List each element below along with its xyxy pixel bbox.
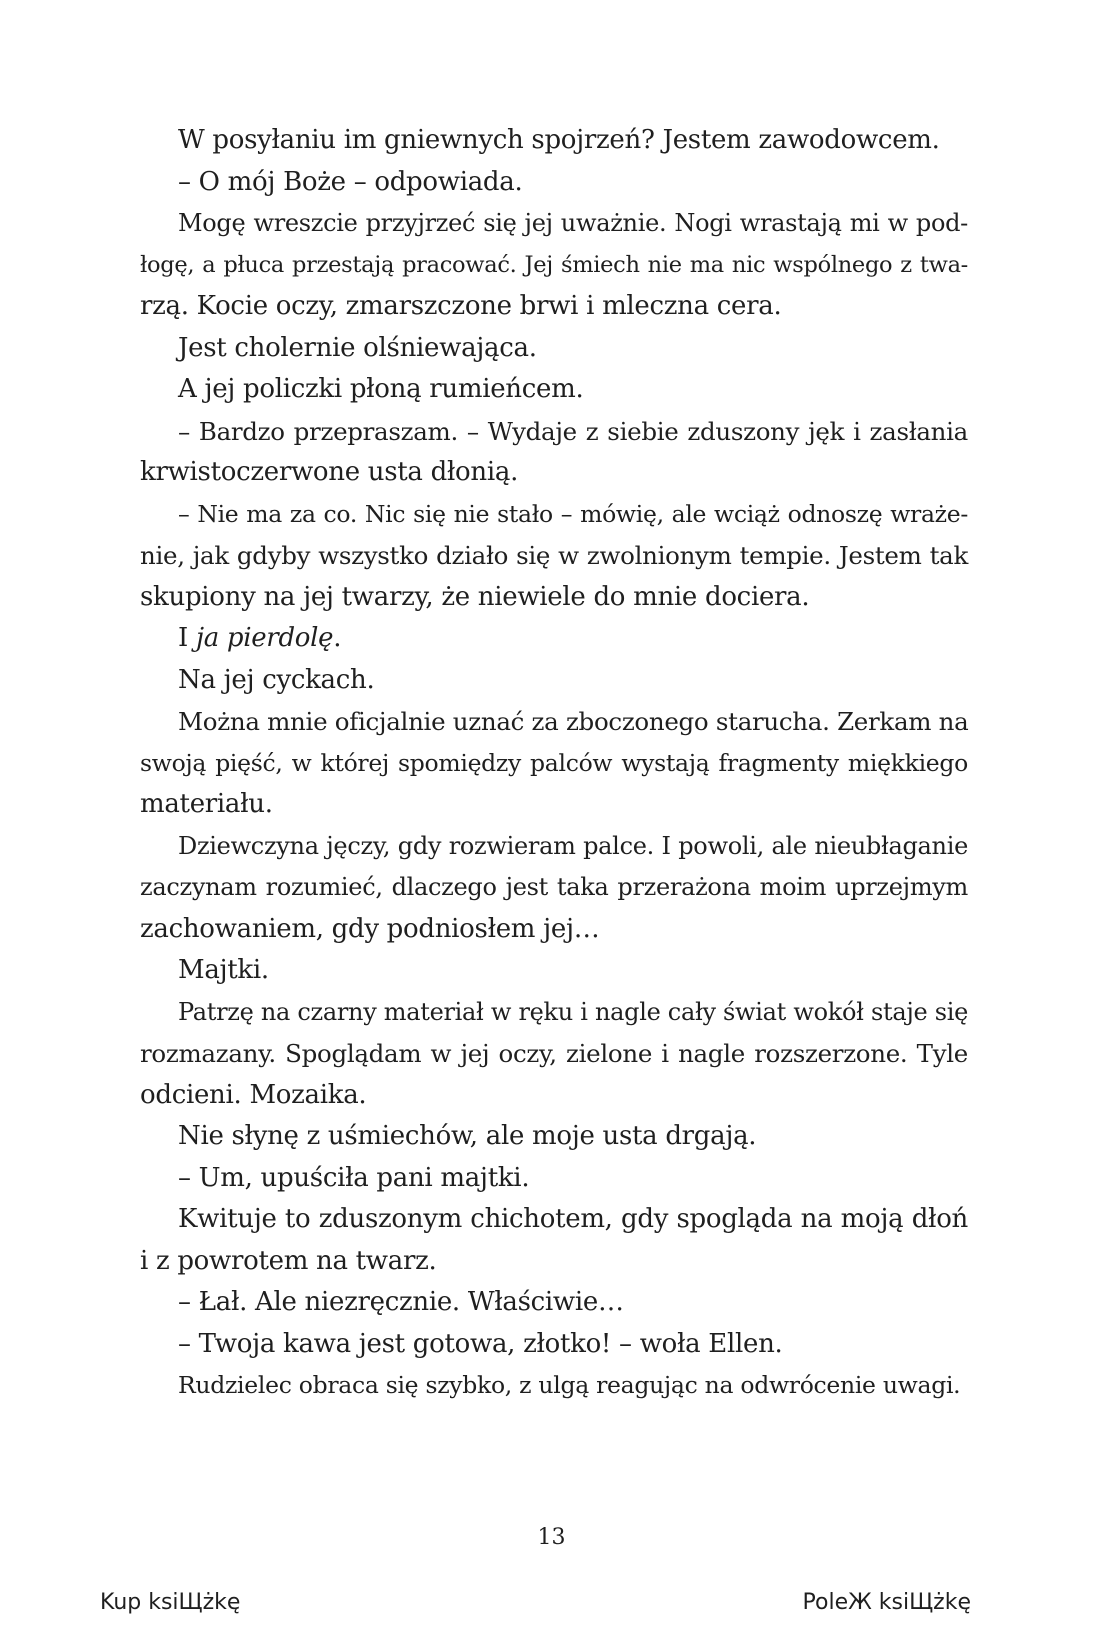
- text-line: łogę, a płuca przestają pracować. Jej śmiech nie ma nic wspólnego z twa-: [140, 251, 968, 278]
- text-line: – Bardzo przepraszam. – Wydaje z siebie zduszony jęk i zasłania: [178, 416, 968, 446]
- text-line: i z powrotem na twarz.: [140, 1245, 437, 1276]
- text-line: rozmazany. Spoglądam w jej oczy, zielone i nagle rozszerzone. Tyle: [140, 1039, 968, 1068]
- recommend-book-link[interactable]: PoleЖ ksiЩżkę: [802, 1590, 971, 1615]
- text-line: Jest cholernie olśniewająca.: [178, 332, 537, 363]
- text-line: krwistoczerwone usta dłonią.: [140, 457, 519, 487]
- text-line: Na jej cyckach.: [178, 664, 375, 695]
- text-line: nie, jak gdyby wszystko działo się w zwolnionym tempie. Jestem tak: [140, 541, 968, 570]
- text-line: rzą. Kocie oczy, zmarszczone brwi i mleczna cera.: [140, 291, 782, 321]
- text-line: W posyłaniu im gniewnych spojrzeń? Jestem zawodowcem.: [178, 125, 940, 155]
- text-line: [140, 618, 968, 660]
- text-line: materiału.: [140, 789, 273, 819]
- page-number: 13: [537, 1525, 566, 1550]
- text-line: – O mój Boże – odpowiada.: [178, 166, 523, 197]
- text-line: Nie słynę z uśmiechów, ale moje usta drgają.: [178, 1121, 757, 1151]
- body-text: [140, 120, 968, 1407]
- text-line: Rudzielec obraca się szybko, z ulgą reagując na odwrócenie uwagi.: [178, 1371, 961, 1399]
- text-line: – Twoja kawa jest gotowa, złotko! – woła Ellen.: [178, 1328, 783, 1359]
- text-line: – Um, upuściła pani majtki.: [178, 1162, 530, 1193]
- text-line: swoją pięść, w której spomiędzy palców wystają fragmenty miękkiego: [140, 748, 968, 777]
- text-line: skupiony na jej twarzy, że niewiele do mnie dociera.: [140, 581, 810, 612]
- text-line: zaczynam rozumieć, dlaczego jest taka przerażona moim uprzejmym: [140, 873, 968, 901]
- text-fragment: I: [178, 623, 196, 653]
- text-line: Majtki.: [178, 955, 269, 985]
- text-line: – Łał. Ale niezręcznie. Właściwie…: [178, 1287, 624, 1317]
- text-line: odcieni. Mozaika.: [140, 1079, 367, 1110]
- text-line: Kwituje to zduszonym chichotem, gdy spogląda na moją dłoń: [178, 1204, 968, 1234]
- text-line: Dziewczyna jęczy, gdy rozwieram palce. I powoli, ale nieubłaganie: [178, 831, 968, 860]
- text-line: A jej policzki płoną rumieńcem.: [178, 374, 584, 404]
- text-line: Można mnie oficjalnie uznać za zboczonego starucha. Zerkam na: [178, 707, 969, 736]
- text-line: Mogę wreszcie przyjrzeć się jej uważnie. Nogi wrastają mi w pod-: [178, 209, 968, 237]
- text-fragment: .: [333, 623, 342, 653]
- text-line: Patrzę na czarny materiał w ręku i nagle cały świat wokół staje się: [178, 997, 968, 1026]
- text-line: zachowaniem, gdy podniosłem jej…: [140, 913, 600, 944]
- italic-text: ja pierdolę: [195, 623, 334, 653]
- text-line: – Nie ma za co. Nic się nie stało – mówię, ale wciąż odnoszę wraże-: [178, 499, 968, 528]
- buy-book-link[interactable]: Kup ksiЩżkę: [100, 1590, 241, 1615]
